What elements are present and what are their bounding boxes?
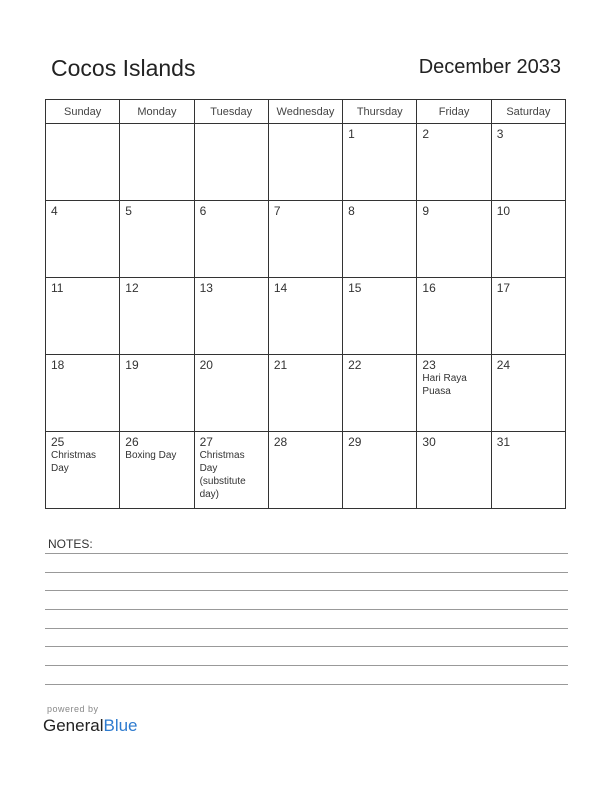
day-number: 8 xyxy=(348,204,355,218)
day-number: 18 xyxy=(51,358,65,372)
note-line xyxy=(45,628,568,629)
notes-label: NOTES: xyxy=(48,537,93,551)
day-cell xyxy=(343,201,417,278)
day-number: 26 xyxy=(125,435,139,449)
day-cell xyxy=(491,124,565,201)
day-number: 22 xyxy=(348,358,362,372)
day-number: 20 xyxy=(199,358,213,372)
day-number: 19 xyxy=(125,358,139,372)
day-cell xyxy=(491,201,565,278)
holiday-label: Hari Raya xyxy=(422,373,467,384)
day-number: 21 xyxy=(273,358,288,372)
day-number: 13 xyxy=(199,281,213,295)
day-number: 10 xyxy=(496,204,511,218)
day-number: 24 xyxy=(496,358,511,372)
holiday-label: Boxing Day xyxy=(125,450,177,461)
day-cell xyxy=(491,278,565,355)
day-number: 15 xyxy=(348,281,362,295)
weekday-thursday: Thursday xyxy=(343,100,417,124)
day-number: 4 xyxy=(51,204,58,218)
weekday-tuesday: Tuesday xyxy=(194,100,268,124)
day-cell xyxy=(491,355,565,432)
day-number: 3 xyxy=(496,127,504,141)
day-cell xyxy=(417,201,491,278)
note-line xyxy=(45,590,568,591)
day-number: 12 xyxy=(125,281,139,295)
day-cell xyxy=(268,201,342,278)
day-cell xyxy=(120,124,194,201)
day-number: 31 xyxy=(496,435,511,449)
holiday-label: Christmas xyxy=(199,450,245,461)
country-title: Cocos Islands xyxy=(51,55,196,81)
holiday-label: day) xyxy=(199,489,220,500)
day-number: 25 xyxy=(51,435,65,449)
weekday-monday: Monday xyxy=(120,100,194,124)
holiday-label: Day xyxy=(51,463,69,474)
weekday-header-row xyxy=(46,100,566,124)
day-cell xyxy=(491,432,565,509)
day-number: 7 xyxy=(273,204,281,218)
weekday-friday: Friday xyxy=(417,100,491,124)
week-row xyxy=(46,355,566,432)
day-number: 27 xyxy=(199,435,213,449)
weekday-saturday: Saturday xyxy=(491,100,565,124)
day-number: 5 xyxy=(125,204,132,218)
brand-general: General xyxy=(43,716,104,735)
holiday-label: Puasa xyxy=(422,386,451,397)
day-cell xyxy=(268,432,342,509)
day-number: 23 xyxy=(422,358,436,372)
day-cell xyxy=(46,201,120,278)
week-row xyxy=(46,278,566,355)
day-number: 28 xyxy=(273,435,288,449)
day-cell xyxy=(343,278,417,355)
day-cell xyxy=(46,124,120,201)
day-cell xyxy=(343,355,417,432)
holiday-label: Day xyxy=(199,463,218,474)
day-number: 29 xyxy=(348,435,362,449)
day-cell xyxy=(268,278,342,355)
week-row xyxy=(46,432,566,509)
holiday-label: Christmas xyxy=(51,450,97,461)
brand-blue: Blue xyxy=(103,716,138,735)
day-number: 11 xyxy=(51,281,64,295)
brand-logo xyxy=(43,716,138,736)
day-cell xyxy=(343,124,417,201)
day-cell xyxy=(194,278,268,355)
day-cell xyxy=(417,355,491,432)
powered-by-text: powered by xyxy=(47,704,99,714)
note-line xyxy=(45,665,568,666)
note-line xyxy=(45,684,568,685)
weekday-sunday: Sunday xyxy=(46,100,120,124)
day-cell xyxy=(194,432,268,509)
holiday-label: (substitute xyxy=(199,476,246,487)
day-number: 14 xyxy=(273,281,288,295)
weekday-wednesday: Wednesday xyxy=(268,100,342,124)
day-cell xyxy=(194,201,268,278)
day-number: 17 xyxy=(496,281,511,295)
day-cell xyxy=(120,355,194,432)
note-line xyxy=(45,553,568,554)
day-number: 1 xyxy=(348,127,355,141)
day-cell xyxy=(417,278,491,355)
day-cell xyxy=(120,201,194,278)
day-number: 2 xyxy=(422,127,430,141)
day-number: 6 xyxy=(199,204,207,218)
day-cell xyxy=(417,432,491,509)
calendar-grid xyxy=(45,99,566,509)
day-number: 9 xyxy=(422,204,430,218)
day-cell xyxy=(194,355,268,432)
day-number: 16 xyxy=(422,281,436,295)
day-cell xyxy=(46,278,120,355)
day-cell xyxy=(194,124,268,201)
day-number: 30 xyxy=(422,435,436,449)
day-cell xyxy=(268,355,342,432)
day-cell xyxy=(268,124,342,201)
day-cell xyxy=(46,355,120,432)
note-line xyxy=(45,572,568,573)
day-cell xyxy=(417,124,491,201)
day-cell xyxy=(46,432,120,509)
week-row xyxy=(46,201,566,278)
note-line xyxy=(45,646,568,647)
week-row xyxy=(46,124,566,201)
month-title: December 2033 xyxy=(418,56,561,78)
day-cell xyxy=(343,432,417,509)
note-line xyxy=(45,609,568,610)
day-cell xyxy=(120,278,194,355)
day-cell xyxy=(120,432,194,509)
